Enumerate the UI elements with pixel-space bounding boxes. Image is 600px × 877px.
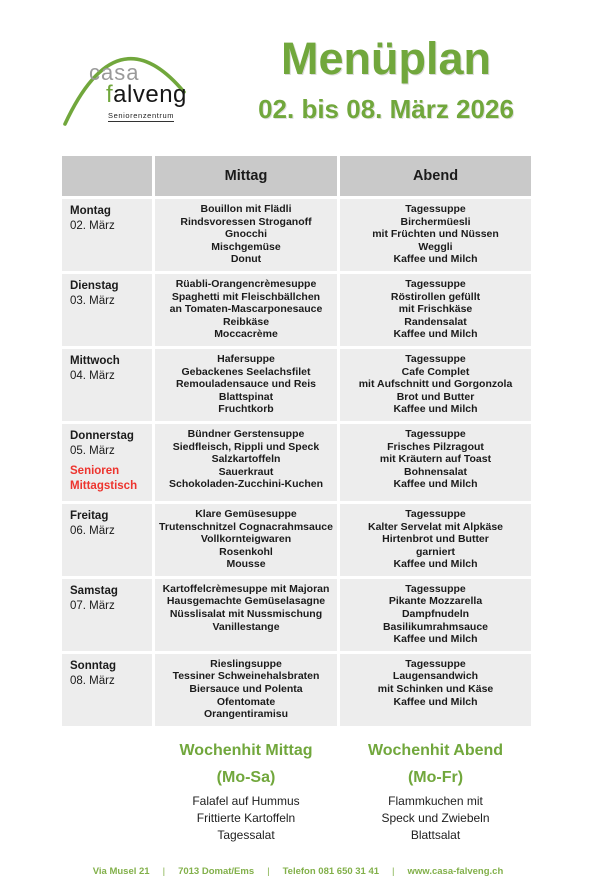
table-row-donnerstag — [62, 424, 534, 501]
title-block — [212, 28, 560, 130]
abend-cell: Tagessuppe Pikante Mozzarella Dampfnudeln Basilikumrahmsauce Kaffee und Milch — [340, 579, 531, 651]
weekly-mittag-range: (Mo-Sa) — [216, 768, 276, 786]
day-cell — [62, 579, 152, 651]
day-date: 02. März — [70, 220, 115, 232]
page-header — [0, 0, 600, 130]
day-cell — [62, 424, 152, 501]
table-header-row — [62, 156, 534, 196]
day-name: Montag — [70, 205, 111, 217]
logo-falveng-text — [106, 81, 187, 109]
date-range: 02. bis 08. März 2026 — [258, 93, 514, 124]
table-row-dienstag — [62, 274, 534, 346]
mittag-cell: Kartoffelcrèmesuppe mit Majoran Hausgemachte Gemüselasagne Nüsslisalat mit Nussmischung Vanillestange — [155, 579, 337, 651]
footer-website-link[interactable]: www.casa-falveng.ch — [407, 865, 504, 877]
mittag-cell: Hafersuppe Gebackenes Seelachsfilet Remouladensauce und Reis Blattspinat Fruchtkorb — [155, 349, 337, 421]
day-cell — [62, 199, 152, 271]
page-title: Menüplan — [281, 33, 491, 84]
day-date: 05. März — [70, 444, 115, 457]
table-row-samstag — [62, 579, 534, 651]
day-name: Dienstag — [70, 279, 119, 292]
footer-address: Via Musel 21 — [92, 865, 150, 877]
footer — [62, 866, 534, 877]
day-cell — [62, 504, 152, 576]
abend-cell: Tagessuppe Cafe Complet mit Aufschnitt und Gorgonzola Brot und Butter Kaffee und Milch — [340, 349, 531, 421]
day-note: Senioren Mittagstisch — [70, 464, 138, 493]
weekly-hits-section — [62, 742, 534, 844]
table-row-montag — [62, 199, 534, 271]
day-name: Donnerstag — [70, 429, 134, 442]
day-cell — [62, 274, 152, 346]
abend-cell: Tagessuppe Röstirollen gefüllt mit Frischkäse Randensalat Kaffee und Milch — [340, 274, 531, 346]
footer-separator: | — [267, 865, 270, 877]
mittag-cell: Rieslingsuppe Tessiner Schweinehalsbraten Biersauce und Polenta Ofentomate Orangentiramisu — [155, 654, 337, 726]
header-mittag-cell: Mittag — [155, 156, 337, 196]
day-cell — [62, 349, 152, 421]
header-day-cell — [62, 156, 152, 196]
header-abend-cell: Abend — [340, 156, 531, 196]
day-date: 06. März — [70, 524, 115, 537]
mittag-cell: Klare Gemüsesuppe Trutenschnitzel Cognacrahmsauce Vollkornteigwaren Rosenkohl Mousse — [155, 504, 337, 576]
table-row-mittwoch — [62, 349, 534, 421]
abend-cell: Tagessuppe Frisches Pilzragout mit Kräutern auf Toast Bohnensalat Kaffee und Milch — [340, 424, 531, 501]
day-name: Freitag — [70, 509, 109, 522]
logo-falveng-rest: alveng — [113, 81, 187, 108]
weekly-abend-range: (Mo-Fr) — [407, 768, 464, 786]
menu-table — [62, 156, 534, 726]
logo-casa-text: casa — [89, 60, 140, 85]
weekly-hit-abend — [340, 742, 531, 844]
logo-subtitle: Seniorenzentrum — [108, 111, 175, 120]
weekly-mittag-items: Falafel auf Hummus Frittierte Kartoffeln Tagessalat — [192, 793, 300, 842]
weekly-spacer — [62, 742, 152, 844]
day-name: Sonntag — [70, 659, 116, 672]
abend-cell: Tagessuppe Laugensandwich mit Schinken und Käse Kaffee und Milch — [340, 654, 531, 726]
day-cell — [62, 654, 152, 726]
mittag-cell: Rüabli-Orangencrèmesuppe Spaghetti mit Fleischbällchen an Tomaten-Mascarponesauce Reibkäse Moccacrème — [155, 274, 337, 346]
day-date: 08. März — [70, 674, 115, 687]
abend-cell: Tagessuppe Birchermüesli mit Früchten und Nüssen Weggli Kaffee und Milch — [340, 199, 531, 271]
weekly-mittag-title: Wochenhit Mittag — [179, 741, 313, 759]
day-date: 03. März — [70, 294, 115, 307]
weekly-abend-title: Wochenhit Abend — [367, 741, 504, 759]
mittag-cell: Bouillon mit Flädli Rindsvoressen Stroganoff Gnocchi Mischgemüse Donut — [155, 199, 337, 271]
day-date: 04. März — [70, 369, 115, 382]
weekly-hit-mittag — [155, 742, 337, 844]
table-row-freitag — [62, 504, 534, 576]
table-row-sonntag — [62, 654, 534, 726]
abend-cell: Tagessuppe Kalter Servelat mit Alpkäse Hirtenbrot und Butter garniert Kaffee und Milch — [340, 504, 531, 576]
logo-falveng-initial: f — [106, 81, 114, 108]
day-date: 07. März — [70, 599, 115, 612]
day-name: Samstag — [70, 584, 118, 597]
footer-city: 7013 Domat/Ems — [178, 865, 255, 877]
footer-phone: Telefon 081 650 31 41 — [282, 865, 380, 877]
footer-separator: | — [392, 865, 395, 877]
footer-separator: | — [162, 865, 166, 877]
day-name: Mittwoch — [70, 354, 120, 367]
mittag-cell: Bündner Gerstensuppe Siedfleisch, Rippli und Speck Salzkartoffeln Sauerkraut Schokoladen-Zucchini-Kuchen — [155, 424, 337, 501]
weekly-abend-items: Flammkuchen mit Speck und Zwiebeln Blattsalat — [381, 793, 490, 842]
logo — [62, 28, 212, 130]
